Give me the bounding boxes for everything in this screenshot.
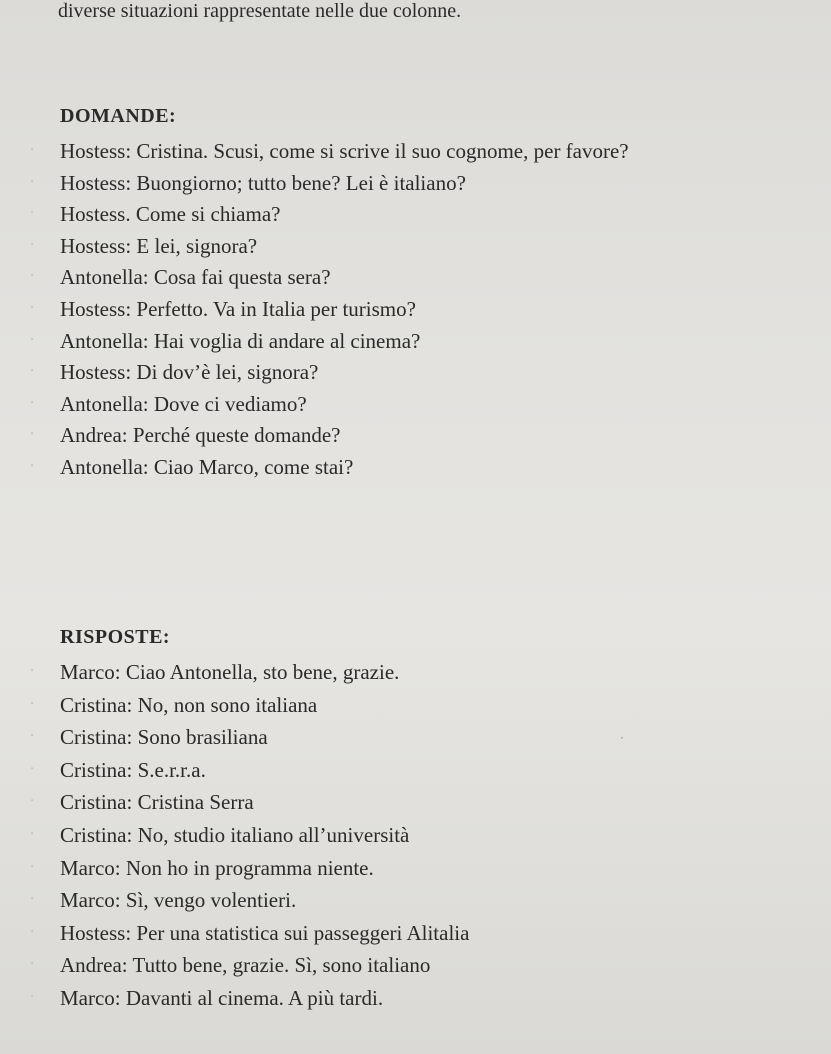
answer-text: Cristina: Sono brasiliana xyxy=(60,725,268,750)
bullet-mark-icon: · xyxy=(30,427,35,443)
question-item xyxy=(0,136,629,168)
question-item xyxy=(0,389,629,421)
answer-item xyxy=(0,787,469,820)
bullet-mark-icon: · xyxy=(30,957,35,973)
bullet-mark-icon: · xyxy=(30,458,35,474)
answer-text: Cristina: No, studio italiano all’università xyxy=(60,822,410,847)
question-item xyxy=(0,420,629,452)
bullet-mark-icon: · xyxy=(30,332,35,348)
question-item xyxy=(0,357,629,389)
answer-item xyxy=(0,690,469,723)
intro-line: diverse situazioni rappresentate nelle due colonne. xyxy=(58,0,462,22)
question-item xyxy=(0,262,629,294)
question-text: Antonella: Cosa fai questa sera? xyxy=(60,265,331,290)
questions-list xyxy=(0,136,629,484)
bullet-mark-icon: · xyxy=(30,761,35,777)
answer-item xyxy=(0,657,469,690)
bullet-mark-icon: · xyxy=(30,174,35,190)
question-text: Antonella: Hai voglia di andare al cinema? xyxy=(60,328,421,353)
question-item xyxy=(0,231,629,263)
answer-item xyxy=(0,722,469,755)
question-item xyxy=(0,199,629,231)
question-text: Hostess: Perfetto. Va in Italia per turismo? xyxy=(60,296,416,321)
bullet-mark-icon: · xyxy=(30,143,35,158)
answer-text: Cristina: Cristina Serra xyxy=(60,790,254,815)
question-text: Andrea: Perché queste domande? xyxy=(60,423,341,448)
questions-title: DOMANDE: xyxy=(60,105,177,127)
answer-text: Cristina: S.e.r.r.a. xyxy=(60,757,206,782)
question-text: Hostess: Cristina. Scusi, come si scrive il suo cognome, per favore? xyxy=(60,139,629,163)
pencil-mark-icon: · xyxy=(620,731,624,745)
answer-text: Cristina: No, non sono italiana xyxy=(60,692,318,717)
answer-item xyxy=(0,755,469,788)
bullet-mark-icon: · xyxy=(30,859,35,875)
answers-title: RISPOSTE: xyxy=(60,626,171,648)
answer-text: Marco: Davanti al cinema. A più tardi. xyxy=(60,985,384,1010)
answer-item xyxy=(0,918,469,951)
bullet-mark-icon: · xyxy=(30,364,35,380)
question-text: Hostess. Come si chiama? xyxy=(60,202,281,227)
bullet-mark-icon: · xyxy=(30,206,35,222)
bullet-mark-icon: · xyxy=(30,989,35,1005)
answer-text: Marco: Non ho in programma niente. xyxy=(60,855,374,880)
bullet-mark-icon: · xyxy=(30,269,35,285)
answers-list xyxy=(0,657,469,1016)
bullet-mark-icon: · xyxy=(30,892,35,908)
question-item xyxy=(0,452,629,484)
question-text: Hostess: Buongiorno; tutto bene? Lei è italiano? xyxy=(60,170,466,195)
bullet-mark-icon: · xyxy=(30,395,35,411)
question-item xyxy=(0,294,629,326)
answer-item xyxy=(0,950,469,983)
bullet-mark-icon: · xyxy=(30,664,35,679)
question-text: Antonella: Ciao Marco, come stai? xyxy=(60,454,354,479)
answer-text: Marco: Sì, vengo volentieri. xyxy=(60,888,297,913)
bullet-mark-icon: · xyxy=(30,729,35,745)
question-item xyxy=(0,326,629,358)
bullet-mark-icon: · xyxy=(30,237,35,253)
answer-item xyxy=(0,820,469,853)
answer-text: Andrea: Tutto bene, grazie. Sì, sono italiano xyxy=(60,953,431,978)
question-item xyxy=(0,168,629,200)
answer-text: Marco: Ciao Antonella, sto bene, grazie. xyxy=(60,660,400,684)
bullet-mark-icon: · xyxy=(30,794,35,810)
answer-text: Hostess: Per una statistica sui passeggeri Alitalia xyxy=(60,920,470,945)
bullet-mark-icon: · xyxy=(30,924,35,940)
answer-item xyxy=(0,853,469,886)
bullet-mark-icon: · xyxy=(30,300,35,316)
bullet-mark-icon: · xyxy=(30,826,35,842)
answer-item xyxy=(0,885,469,918)
question-text: Antonella: Dove ci vediamo? xyxy=(60,391,307,416)
question-text: Hostess: Di dov’è lei, signora? xyxy=(60,360,319,385)
question-text: Hostess: E lei, signora? xyxy=(60,233,258,258)
bullet-mark-icon: · xyxy=(30,696,35,712)
answer-item xyxy=(0,983,469,1016)
